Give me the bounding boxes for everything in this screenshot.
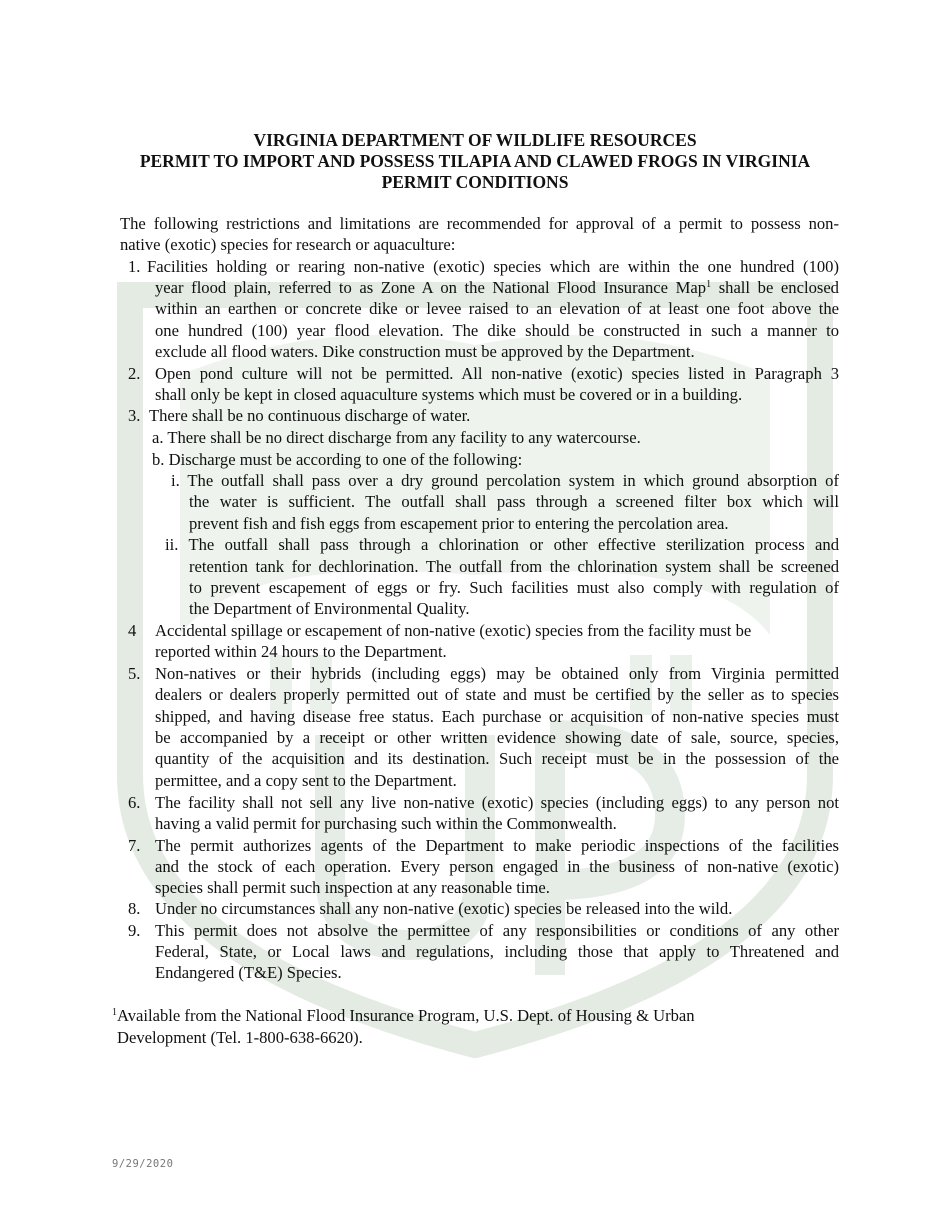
item-1-text: year flood plain, referred to as Zone A on the National Flood Insurance Map: [155, 278, 707, 297]
item-7-line: and the stock of each operation. Every person engaged in the business of non-native (exotic): [155, 857, 839, 876]
item-3bi-line: prevent fish and fish eggs from escapement prior to entering the percolation area.: [189, 514, 729, 533]
agency-title: VIRGINIA DEPARTMENT OF WILDLIFE RESOURCES: [253, 130, 697, 150]
item-1-line: one hundred (100) year flood elevation. The dike should be constructed in such a manner to: [155, 321, 839, 340]
item-3a-line: a. There shall be no direct discharge from any facility to any watercourse.: [152, 428, 641, 447]
item-number: 9.: [128, 921, 141, 940]
footnote-marker: 1: [112, 1007, 117, 1018]
item-9-line: Federal, State, or Local laws and regulations, including those that apply to Threatened and: [155, 942, 839, 961]
item-2-line: shall only be kept in closed aquaculture systems which must be covered or in a building.: [155, 385, 743, 404]
item-number: 4: [128, 621, 137, 640]
footnote-text: Development (Tel. 1-800-638-6620).: [117, 1028, 363, 1047]
item-4-line: Accidental spillage or escapement of non-native (exotic) species from the facility must be: [155, 621, 752, 640]
item-9-line: This permit does not absolve the permittee of any responsibilities or conditions of any other: [155, 921, 839, 940]
item-number: 7.: [128, 836, 141, 855]
intro-line: The following restrictions and limitations are recommended for approval of a permit to possess non-: [120, 214, 839, 233]
intro-line: native (exotic) species for research or aquaculture:: [120, 235, 456, 254]
conditions-heading: PERMIT CONDITIONS: [381, 172, 569, 192]
item-number: 5.: [128, 664, 141, 683]
item-5-line: dealers or dealers properly permitted out of state and must be certified by the seller as to species: [155, 685, 839, 704]
item-6-line: The facility shall not sell any live non-native (exotic) species (including eggs) to any person not: [155, 793, 839, 812]
item-5-line: be accompanied by a receipt or other written evidence showing date of sale, source, species,: [155, 728, 839, 747]
item-3bii-line: to prevent escapement of eggs or fry. Such facilities must also comply with regulation of: [189, 578, 839, 597]
item-2-line: Open pond culture will not be permitted. All non-native (exotic) species listed in Paragraph 3: [155, 364, 839, 383]
footer-date: 9/29/2020: [112, 1158, 174, 1170]
item-1-line: Facilities holding or rearing non-native (exotic) species which are within the one hundred (100): [147, 257, 839, 276]
item-3-line: There shall be no continuous discharge of water.: [149, 406, 471, 425]
item-3bii-line: the Department of Environmental Quality.: [189, 599, 470, 618]
footnote: [112, 1005, 695, 1026]
item-3bi-line: the water is sufficient. The outfall shall pass through a screened filter box which will: [189, 492, 839, 511]
footnote-text: Available from the National Flood Insurance Program, U.S. Dept. of Housing & Urban: [117, 1006, 695, 1025]
item-number: 6.: [128, 793, 141, 812]
item-3b-line: b. Discharge must be according to one of the following:: [152, 450, 523, 469]
item-5-line: quantity of the acquisition and its destination. Such receipt must be in the possession of the: [155, 749, 839, 768]
item-6-line: having a valid permit for purchasing such within the Commonwealth.: [155, 814, 617, 833]
item-9-line: Endangered (T&E) Species.: [155, 963, 342, 982]
item-number: 3.: [128, 406, 141, 425]
item-5-line: Non-natives or their hybrids (including eggs) may be obtained only from Virginia permitted: [155, 664, 839, 683]
item-4-line: reported within 24 hours to the Department.: [155, 642, 447, 661]
item-5-line: permittee, and a copy sent to the Department.: [155, 771, 457, 790]
item-1-text: shall be enclosed: [718, 278, 839, 297]
item-7-line: species shall permit such inspection at any reasonable time.: [155, 878, 550, 897]
item-number: 1.: [128, 257, 141, 276]
item-8-line: Under no circumstances shall any non-native (exotic) species be released into the wild.: [155, 899, 733, 918]
item-3bii-line: ii. The outfall shall pass through a chlorination or other effective sterilization process and: [165, 535, 839, 554]
permit-title: PERMIT TO IMPORT AND POSSESS TILAPIA AND CLAWED FROGS IN VIRGINIA: [139, 151, 811, 171]
item-3bii-line: retention tank for dechlorination. The outfall from the chlorination system shall be screened: [189, 557, 839, 576]
item-number: 8.: [128, 899, 141, 918]
item-1-line: within an earthen or concrete dike or levee raised to an elevation of at least one foot above the: [155, 299, 839, 318]
item-3bi-line: i. The outfall shall pass over a dry ground percolation system in which ground absorption of: [171, 471, 839, 490]
item-5-line: shipped, and having disease free status. Each purchase or acquisition of non-native species must: [155, 707, 839, 726]
item-1-line: exclude all flood waters. Dike construction must be approved by the Department.: [155, 342, 695, 361]
item-number: 2.: [128, 364, 141, 383]
footnote-ref: 1: [706, 279, 712, 290]
item-7-line: The permit authorizes agents of the Department to make periodic inspections of the facilities: [155, 836, 839, 855]
item-1-line: [155, 277, 839, 298]
